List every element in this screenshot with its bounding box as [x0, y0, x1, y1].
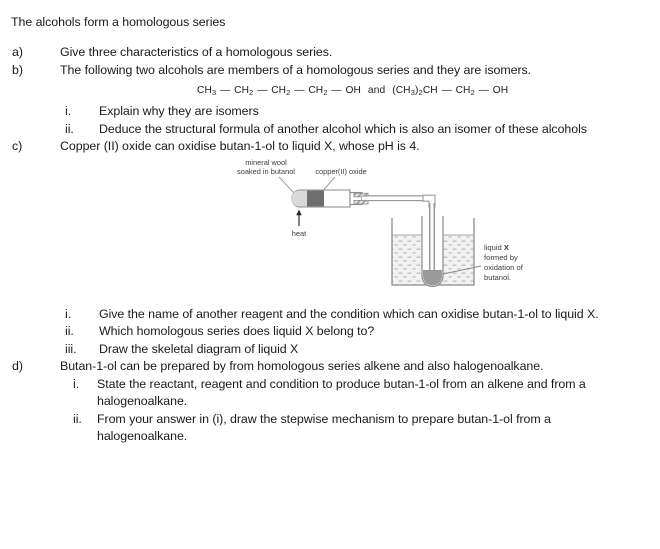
question-d-label: d): [12, 359, 23, 373]
question-b-sub-i-text: Explain why they are isomers: [99, 104, 259, 118]
question-b-text: The following two alcohols are members of a homologous series and they are isomers.: [60, 62, 532, 77]
question-d-sub-ii-text: From your answer in (i), draw the stepwise mechanism to prepare butan-1-ol from a halogenoalkane.: [97, 411, 551, 443]
question-d-sub-i-label: i.: [73, 376, 80, 391]
question-a-label: a): [12, 45, 23, 59]
question-a: [11, 44, 648, 62]
question-c-sub-ii-text: Which homologous series does liquid X belong to?: [99, 324, 375, 338]
delivery-tube-inside-collector: [429, 216, 435, 270]
question-b-sub-ii-label: ii.: [65, 121, 74, 136]
question-b: [11, 62, 648, 80]
question-b-sub-i: [11, 103, 648, 121]
structural-formula-line: [11, 85, 648, 96]
question-a-text: Give three characteristics of a homologous series.: [60, 45, 333, 59]
formula-butan-1-ol: $CH_3$ — $CH_2$ — $CH_2$ — $CH_2$ — OH: [197, 85, 361, 97]
question-d: [11, 358, 648, 376]
question-c-sub-ii-label: ii.: [65, 324, 74, 338]
mineral-wool-plug: [291, 190, 307, 206]
svg-text:oxidation of: oxidation of: [484, 262, 523, 272]
question-c: [11, 138, 648, 156]
copper-oxide-label: copper(II) oxide: [315, 166, 367, 176]
question-c-sub-ii: [11, 323, 648, 341]
heat-indicator: [292, 209, 306, 238]
formula-2-methylpropan-1-ol: $(CH_3)_2CH$ — $CH_2$ — OH: [392, 85, 509, 97]
question-c-sub-i-text: Give the name of another reagent and the condition which can oxidise butan-1-ol to liquid X.: [99, 306, 599, 321]
mineral-wool-leader-line: [279, 177, 296, 195]
svg-text:formed by: formed by: [484, 252, 518, 262]
question-c-sub-iii-text: Draw the skeletal diagram of liquid X: [99, 341, 299, 356]
question-b-sub-ii: [11, 121, 648, 139]
question-d-sub-i-text: State the reactant, reagent and condition to produce butan-1-ol from an alkene and from a halogenoalkane.: [97, 376, 586, 408]
question-b-sub-i-label: i.: [65, 104, 72, 118]
question-c-sub-iii-label: iii.: [65, 341, 77, 356]
question-c-text: Copper (II) oxide can oxidise butan-1-ol to liquid X, whose pH is 4.: [60, 139, 420, 153]
question-c-sub-i: [11, 306, 648, 324]
question-b-sub-ii-text: Deduce the structural formula of another alcohol which is also an isomer of these alcohols: [99, 121, 587, 136]
question-c-sub-i-label: i.: [65, 306, 72, 321]
svg-text:butanol.: butanol.: [484, 272, 512, 282]
question-d-text: Butan-1-ol can be prepared by from homologous series alkene and also halogenoalkane.: [60, 359, 544, 373]
svg-text:liquid X: liquid X: [484, 242, 509, 252]
formula-conjunction: and: [367, 85, 386, 96]
copper-oxide-band: [307, 190, 324, 206]
mineral-wool-label-line1: mineral wool: [245, 157, 287, 167]
question-b-label: b): [12, 62, 23, 77]
oxidation-apparatus-diagram: [11, 158, 660, 306]
mineral-wool-label-line2: soaked in butanol: [237, 166, 295, 176]
liquid-x-label: [484, 243, 524, 282]
question-d-sub-ii-label: ii.: [73, 411, 82, 426]
question-d-sub-ii: [11, 411, 648, 446]
page-title: The alcohols form a homologous series: [11, 15, 226, 29]
question-c-label: c): [12, 139, 23, 153]
delivery-tube-horizontal: [362, 195, 429, 201]
question-c-sub-iii: [11, 341, 648, 359]
question-d-sub-i: [11, 376, 648, 411]
heat-label: heat: [291, 228, 307, 238]
